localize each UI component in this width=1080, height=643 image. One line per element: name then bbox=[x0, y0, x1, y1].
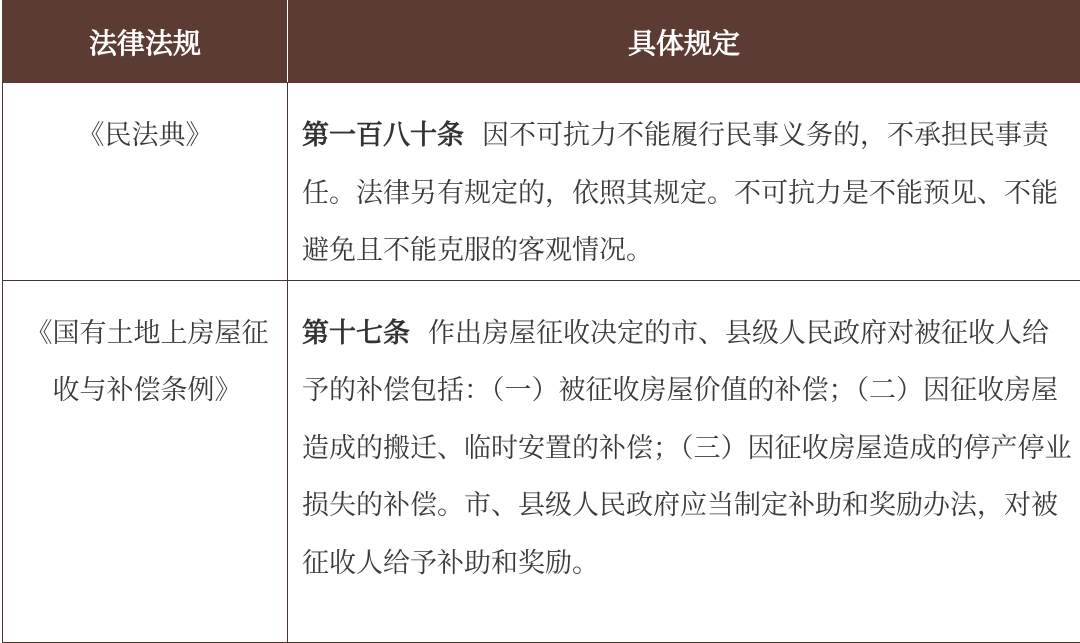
header-law: 法律法规 bbox=[3, 1, 288, 83]
provision-cell bbox=[288, 83, 1080, 281]
provision-text: 因不可抗力不能履行民事义务的，不承担民事责任。法律另有规定的，依照其规定。不可抗力是不能预见、不能避免且不能克服的客观情况。 bbox=[302, 120, 1058, 266]
table-row bbox=[3, 83, 1080, 281]
law-provisions-table bbox=[2, 0, 1080, 643]
table-row bbox=[3, 280, 1080, 642]
provision-text: 作出房屋征收决定的市、县级人民政府对被征收人给予的补偿包括：（一）被征收房屋价值的补偿；（二）因征收房屋造成的搬迁、临时安置的补偿；（三）因征收房屋造成的停产停业损失的补偿。市、县级人民政府应当制定补助和奖励办法，对被征收人给予补助和奖励。 bbox=[302, 318, 1072, 579]
law-name: 《民法典》 bbox=[78, 120, 213, 151]
law-name-cell bbox=[3, 83, 288, 281]
law-name: 《国有土地上房屋征收与补偿条例》 bbox=[26, 318, 269, 406]
article-number: 第十七条 bbox=[302, 318, 410, 349]
article-number: 第一百八十条 bbox=[302, 120, 464, 151]
law-name-cell bbox=[3, 280, 288, 642]
table-header-row bbox=[3, 1, 1080, 83]
header-provision: 具体规定 bbox=[288, 1, 1080, 83]
provision-cell bbox=[288, 280, 1080, 642]
